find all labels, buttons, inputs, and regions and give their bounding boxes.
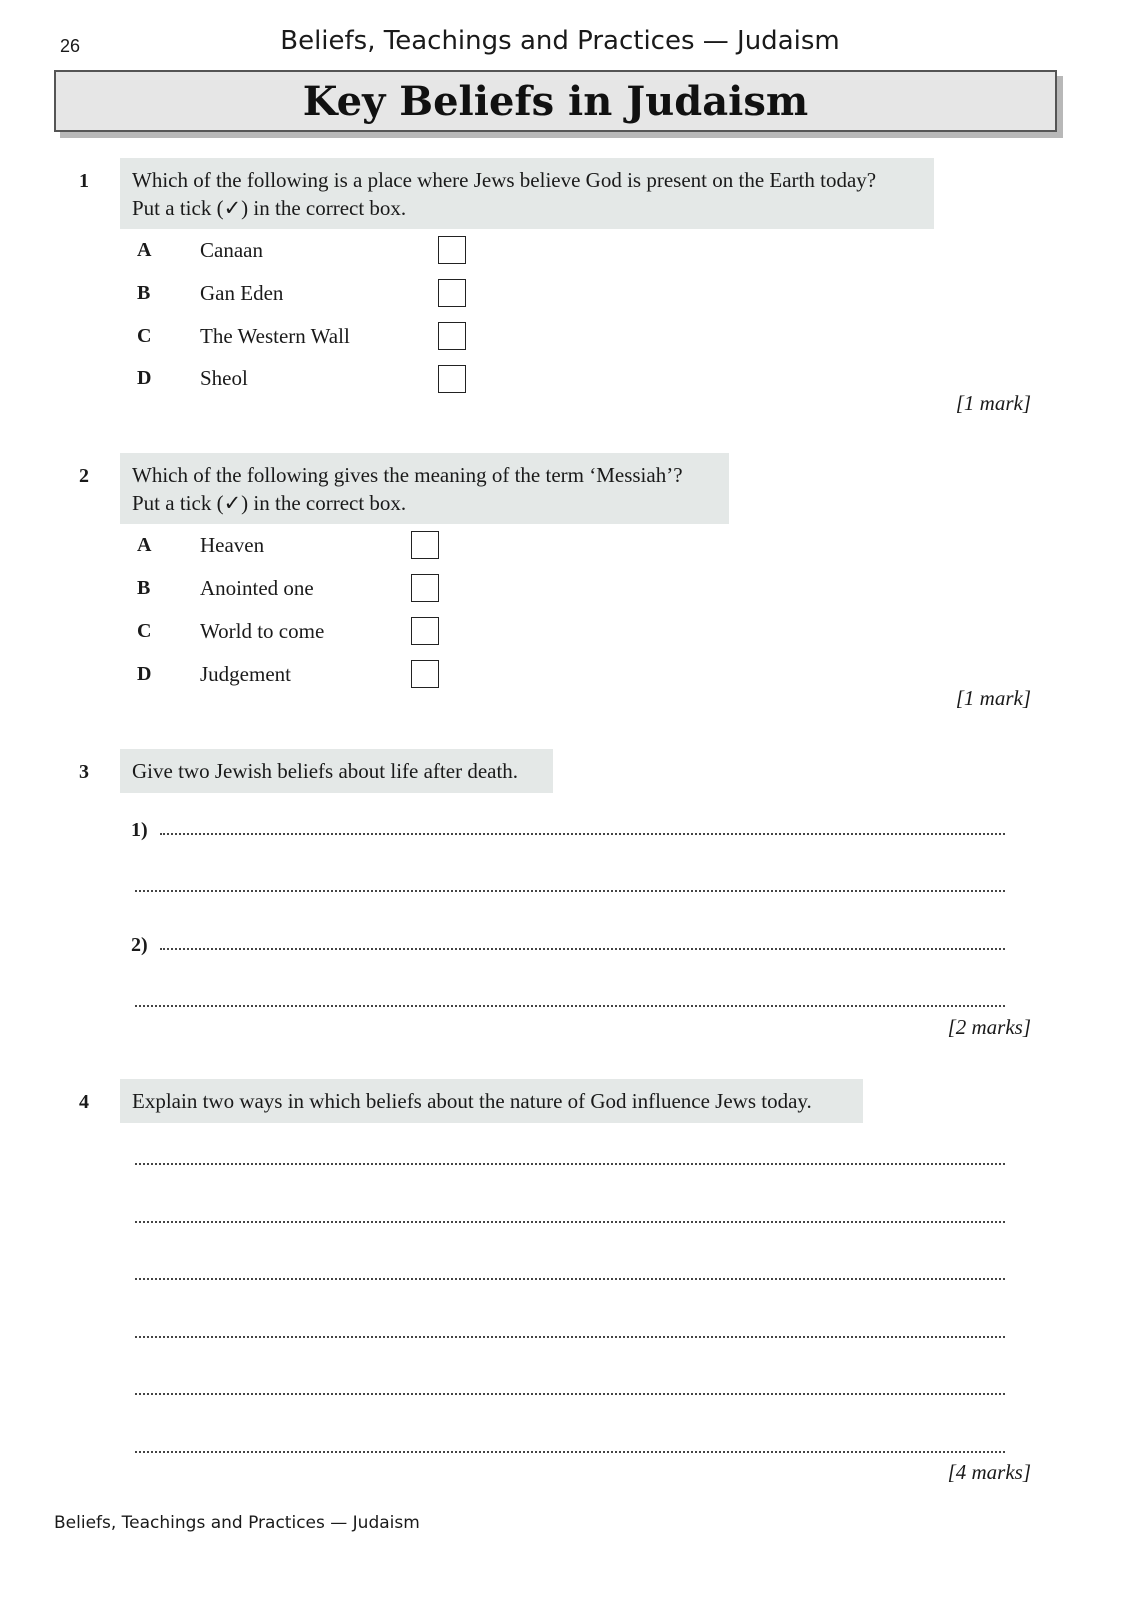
question-3-line-1: Give two Jewish beliefs about life after death.: [132, 759, 519, 783]
question-3-answer-1-line-1[interactable]: [160, 833, 1005, 835]
question-1-prompt: [120, 158, 934, 229]
question-2-option-b-text: Anointed one: [200, 576, 314, 600]
question-2-option-a-letter: A: [137, 534, 152, 556]
question-1-option-a-checkbox[interactable]: [438, 236, 466, 264]
page-title: Key Beliefs in Judaism: [302, 77, 809, 125]
question-3-answer-1-line-2[interactable]: [135, 890, 1005, 892]
page-number: 26: [60, 36, 81, 56]
question-3-number: 3: [79, 761, 89, 783]
question-1-option-d-checkbox[interactable]: [438, 365, 466, 393]
question-3-prompt: [120, 749, 553, 793]
question-4-answer-line-3[interactable]: [135, 1278, 1005, 1280]
question-3-marks: [2 marks]: [947, 1015, 1031, 1039]
question-2-option-d-letter: D: [137, 663, 152, 685]
question-2-option-d-checkbox[interactable]: [411, 660, 439, 688]
question-2-option-d-text: Judgement: [200, 662, 291, 686]
question-1-option-c-checkbox[interactable]: [438, 322, 466, 350]
question-2-line-2: Put a tick (✓) in the correct box.: [132, 491, 407, 515]
page-footer: Beliefs, Teachings and Practices — Judaism: [54, 1513, 420, 1533]
question-2-line-1: Which of the following gives the meaning of the term ‘Messiah’?: [132, 463, 683, 487]
question-1-option-d-text: Sheol: [200, 366, 248, 390]
question-1-option-b-checkbox[interactable]: [438, 279, 466, 307]
question-1-line-1: Which of the following is a place where Jews believe God is present on the Earth today?: [132, 168, 877, 192]
question-2-option-a-text: Heaven: [200, 533, 265, 557]
question-3-answer-1-label: 1): [131, 819, 148, 841]
question-3-answer-2-line-2[interactable]: [135, 1005, 1005, 1007]
question-4-answer-line-6[interactable]: [135, 1451, 1005, 1453]
question-4-marks: [4 marks]: [947, 1460, 1031, 1484]
question-3-answer-2-line-1[interactable]: [160, 948, 1005, 950]
question-1-marks: [1 mark]: [955, 391, 1031, 415]
question-4-answer-line-4[interactable]: [135, 1336, 1005, 1338]
question-1-option-b-text: Gan Eden: [200, 281, 284, 305]
question-4-number: 4: [79, 1091, 89, 1113]
question-2-option-c-letter: C: [137, 620, 152, 642]
question-4-answer-line-2[interactable]: [135, 1221, 1005, 1223]
question-1-option-a-text: Canaan: [200, 238, 263, 262]
question-2-option-a-checkbox[interactable]: [411, 531, 439, 559]
question-1-option-a-letter: A: [137, 239, 152, 261]
question-2-option-c-checkbox[interactable]: [411, 617, 439, 645]
question-1-line-2: Put a tick (✓) in the correct box.: [132, 196, 407, 220]
question-2-option-b-checkbox[interactable]: [411, 574, 439, 602]
question-2-option-c-text: World to come: [200, 619, 325, 643]
question-2-marks: [1 mark]: [955, 686, 1031, 710]
question-4-answer-line-1[interactable]: [135, 1163, 1005, 1165]
question-1-option-c-text: The Western Wall: [200, 324, 350, 348]
question-3-answer-2-label: 2): [131, 934, 148, 956]
title-box: [54, 70, 1057, 132]
question-4-answer-line-5[interactable]: [135, 1393, 1005, 1395]
question-4-line-1: Explain two ways in which beliefs about the nature of God influence Jews today.: [132, 1089, 812, 1113]
question-4-prompt: [120, 1079, 863, 1123]
question-1-option-c-letter: C: [137, 325, 152, 347]
question-1-number: 1: [79, 170, 89, 192]
question-2-option-b-letter: B: [137, 577, 151, 599]
question-2-number: 2: [79, 465, 89, 487]
question-1-option-b-letter: B: [137, 282, 151, 304]
running-header: Beliefs, Teachings and Practices — Judaism: [280, 26, 840, 56]
question-1-option-d-letter: D: [137, 367, 152, 389]
question-2-prompt: [120, 453, 729, 524]
